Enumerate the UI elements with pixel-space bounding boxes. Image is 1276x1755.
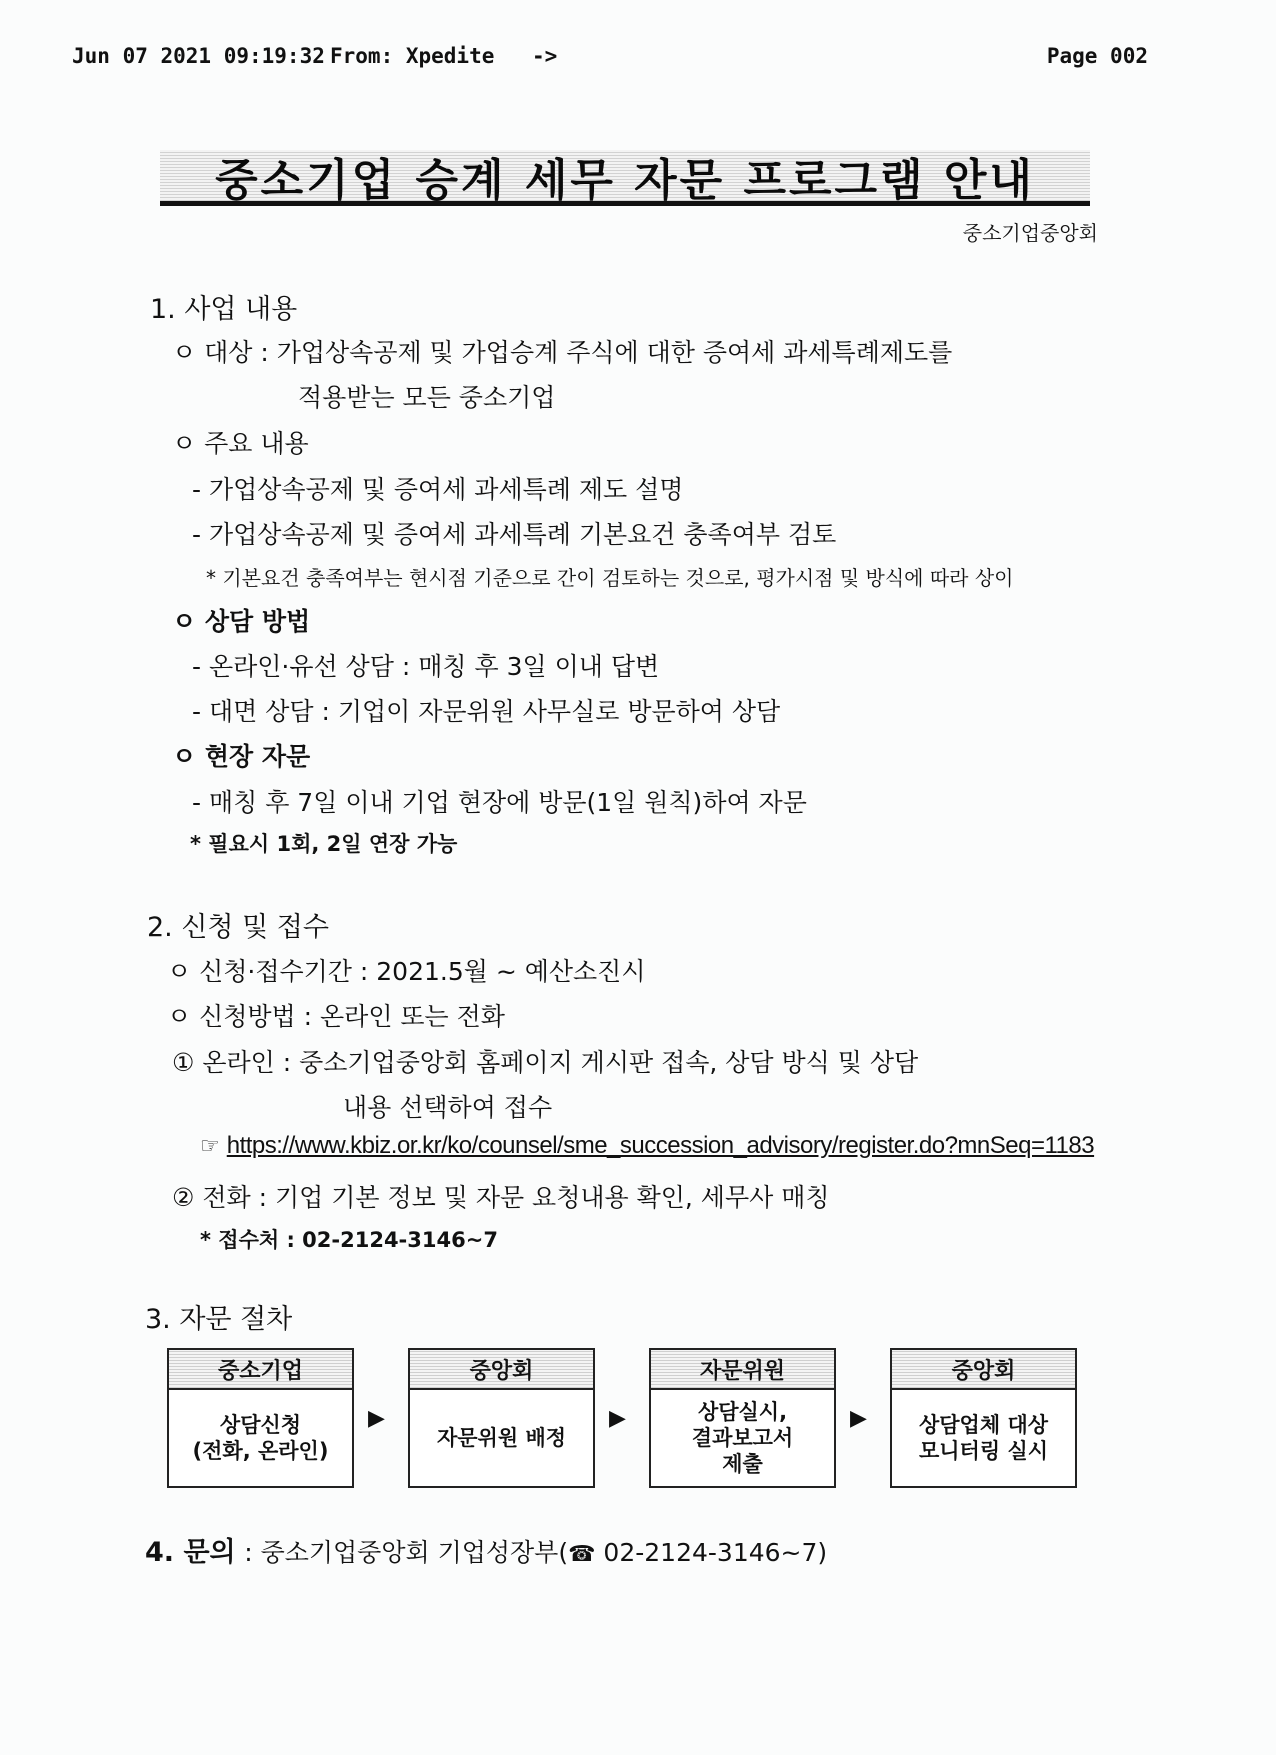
flow-step-body: 상담신청 (전화, 온라인) [192, 1413, 329, 1463]
section4-text: : 중소기업중앙회 기업성장부( [244, 1538, 569, 1567]
section1-target-line1: ㅇ 대상 : 가업상속공제 및 가업승계 주식에 대한 증여세 과세특례제도를 [172, 338, 953, 367]
fax-arrow: -> [532, 44, 558, 68]
section1-onsite-heading: ㅇ 현장 자문 [172, 742, 311, 771]
document-title: 중소기업 승계 세무 자문 프로그램 안내 [215, 154, 1035, 206]
fax-header [72, 44, 1148, 74]
phone-icon: ☎ [568, 1542, 596, 1567]
fax-from: From: Xpedite [330, 44, 495, 68]
section1-onsite-item1: - 매칭 후 7일 이내 기업 현장에 방문(1일 원칙)하여 자문 [192, 788, 807, 817]
section2-link-row [200, 1132, 1094, 1160]
flow-step-header: 자문위원 [651, 1350, 834, 1390]
flow-arrow-icon: ▶ [850, 1406, 867, 1431]
flow-step-header: 중앙회 [892, 1350, 1075, 1390]
section4-phone: 02-2124-3146~7) [595, 1538, 828, 1567]
process-flow [167, 1348, 1079, 1490]
section4-label: 4. 문의 [145, 1537, 236, 1568]
section1-main-heading: ㅇ 주요 내용 [172, 429, 309, 458]
section1-main-item1: - 가업상속공제 및 증여세 과세특례 제도 설명 [192, 475, 684, 504]
section2-contact-note: * 접수처 : 02-2124-3146~7 [200, 1228, 498, 1252]
section1-main-item2: - 가업상속공제 및 증여세 과세특례 기본요건 충족여부 검토 [192, 520, 837, 549]
flow-step-header: 중소기업 [169, 1350, 352, 1390]
section1-consult-item1: - 온라인·유선 상담 : 매칭 후 3일 이내 답변 [192, 652, 660, 681]
section1-heading: 1. 사업 내용 [150, 294, 298, 325]
flow-step-3 [649, 1348, 836, 1488]
section4-inquiry [145, 1530, 827, 1569]
section1-onsite-note: * 필요시 1회, 2일 연장 가능 [190, 832, 458, 856]
flow-step-2 [408, 1348, 595, 1488]
section2-phone-line: ② 전화 : 기업 기본 정보 및 자문 요청내용 확인, 세무사 매칭 [172, 1183, 830, 1212]
section2-online-line2: 내용 선택하여 접수 [343, 1093, 553, 1122]
section2-heading: 2. 신청 및 접수 [147, 912, 329, 943]
flow-arrow-icon: ▶ [368, 1406, 385, 1431]
section2-method: ㅇ 신청방법 : 온라인 또는 전화 [167, 1002, 505, 1031]
pointing-hand-icon: ☞ [200, 1134, 220, 1159]
title-banner [160, 150, 1090, 206]
section2-online-line1: ① 온라인 : 중소기업중앙회 홈페이지 게시판 접속, 상담 방식 및 상담 [172, 1048, 919, 1077]
flow-step-header: 중앙회 [410, 1350, 593, 1390]
section1-main-note: * 기본요건 충족여부는 현시점 기준으로 간이 검토하는 것으로, 평가시점 및 방식에 따라 상이 [206, 566, 1014, 590]
fax-page-number: Page 002 [1046, 44, 1148, 68]
flow-step-body: 자문위원 배정 [436, 1426, 567, 1450]
flow-step-1 [167, 1348, 354, 1488]
section1-target-line2: 적용받는 모든 중소기업 [298, 383, 556, 412]
fax-datetime: Jun 07 2021 09:19:32 [72, 44, 325, 68]
section3-heading: 3. 자문 절차 [145, 1304, 293, 1335]
section1-consult-heading: ㅇ 상담 방법 [172, 607, 311, 636]
section1-consult-item2: - 대면 상담 : 기업이 자문위원 사무실로 방문하여 상담 [192, 697, 781, 726]
flow-step-body: 상담실시, 결과보고서 제출 [691, 1400, 794, 1476]
registration-link[interactable]: https://www.kbiz.or.kr/ko/counsel/sme_succession_advisory/register.do?mnSeq=1183 [226, 1132, 1095, 1159]
flow-arrow-icon: ▶ [609, 1406, 626, 1431]
flow-step-body: 상담업체 대상 모니터링 실시 [918, 1413, 1049, 1463]
organization-name: 중소기업중앙회 [962, 221, 1098, 245]
flow-step-4 [890, 1348, 1077, 1488]
section2-period: ㅇ 신청·접수기간 : 2021.5월 ~ 예산소진시 [167, 957, 646, 986]
